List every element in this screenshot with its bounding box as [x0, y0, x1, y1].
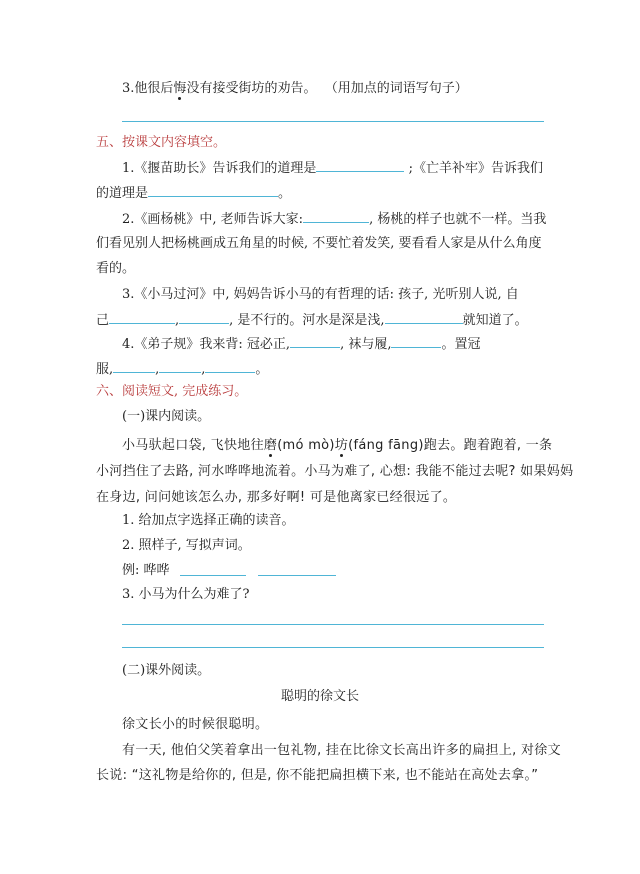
- answer-blank[interactable]: [258, 575, 336, 576]
- fill-blank[interactable]: [290, 335, 340, 348]
- dotted-char: 悔: [173, 81, 187, 96]
- story-line-1: 徐文长小的时候很聪明。: [122, 717, 269, 732]
- s5-item2-line2: 们看见别人把杨桃画成五角星的时候, 不要忙着发笑, 要看看人家是从什么角度: [96, 236, 542, 251]
- story-line-2: 有一天, 他伯父笑着拿出一包礼物, 挂在比徐文长高出许多的扁担上, 对徐文: [122, 743, 561, 758]
- example-label: 例: 哗哗: [122, 563, 170, 578]
- s5-item3-line1: 3.《小马过河》中, 妈妈告诉小马的有哲理的话: 孩子, 光听别人说, 自: [122, 287, 519, 302]
- s5-item2-line3: 看的。: [96, 261, 136, 276]
- fill-blank[interactable]: [148, 184, 278, 197]
- fill-blank[interactable]: [385, 311, 463, 324]
- q3-sentence: 3.他很后悔没有接受街坊的劝告。 （用加点的词语写句子）: [122, 81, 468, 96]
- fill-blank[interactable]: [109, 311, 175, 324]
- story-title: 聪明的徐文长: [280, 689, 359, 704]
- fill-blank[interactable]: [303, 210, 369, 223]
- passage-line-3: 在身边, 问问她该怎么办, 那多好啊! 可是他离家已经很远了。: [96, 490, 457, 505]
- fill-blank[interactable]: [179, 311, 229, 324]
- fill-blank[interactable]: [205, 360, 255, 373]
- story-line-3: 长说: “这礼物是给你的, 但是, 你不能把扁担横下来, 也不能站在高处去拿。”: [96, 768, 539, 783]
- dotted-char: 坊: [334, 438, 349, 453]
- s5-item1-line2: 的道理是 。: [96, 186, 292, 201]
- fill-blank[interactable]: [316, 159, 404, 172]
- s5-item4-line2: 服, , , 。: [96, 362, 269, 377]
- s5-item4-line1: 4.《弟子规》我来背: 冠必正, , 袜与履, 。置冠: [122, 337, 481, 352]
- answer-line[interactable]: [122, 121, 544, 122]
- s5-item1-line1: 1.《揠苗助长》告诉我们的道理是 ;《亡羊补牢》告诉我们: [122, 161, 543, 176]
- answer-line[interactable]: [122, 624, 544, 625]
- s5-item3-line2: 己 , , 是不行的。河水是深是浅, 就知道了。: [96, 313, 528, 328]
- section5-title: 五、按课文内容填空。: [96, 135, 227, 150]
- answer-line[interactable]: [122, 647, 544, 648]
- fill-blank[interactable]: [113, 360, 155, 373]
- section6-title: 六、阅读短文, 完成练习。: [96, 384, 248, 399]
- question-3: 3. 小马为什么为难了?: [122, 587, 250, 602]
- answer-blank[interactable]: [180, 575, 246, 576]
- fill-blank[interactable]: [391, 335, 441, 348]
- question-1: 1. 给加点字选择正确的读音。: [122, 513, 295, 528]
- subsection-extra-reading: (二)课外阅读。: [122, 663, 211, 678]
- s5-item2-line1: 2.《画杨桃》中, 老师告诉大家: , 杨桃的样子也就不一样。当我: [122, 212, 547, 227]
- passage-line-2: 小河挡住了去路, 河水哗哗地流着。小马为难了, 心想: 我能不能过去呢? 如果妈妈: [96, 464, 574, 479]
- fill-blank[interactable]: [159, 360, 201, 373]
- question-2: 2. 照样子, 写拟声词。: [122, 538, 251, 553]
- subsection-in-class: (一)课内阅读。: [122, 409, 211, 424]
- dotted-char: 磨: [263, 438, 278, 453]
- passage-line-1: 小马驮起口袋, 飞快地往磨(mó mò)坊(fáng fāng)跑去。跑着跑着, 一条: [122, 438, 553, 453]
